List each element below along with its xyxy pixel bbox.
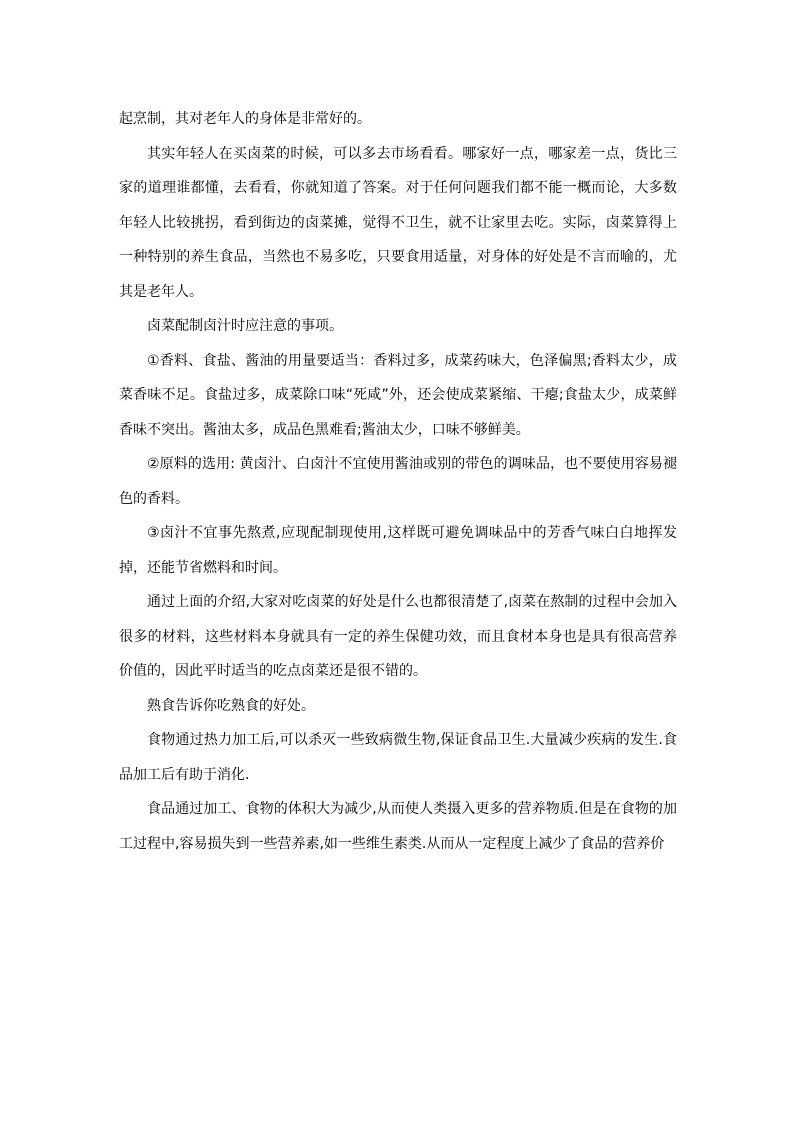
paragraph-3: 卤菜配制卤汁时应注意的事项。	[147, 318, 343, 334]
paragraph-8: 熟食告诉你吃熟食的好处。	[147, 697, 315, 714]
document-body	[119, 102, 677, 861]
paragraph-10: 食品通过加工、食物的体积大为减少,从而使人类摄入更多的营养物质.但是在食物的加工过程中,容易损失到一些营养素,如一些维生素类.从而从一定程度上减少了食品的营养价	[119, 801, 677, 852]
paragraph-9: 食物通过热力加工后,可以杀灭一些致病微生物,保证食品卫生.大量减少疾病的发生.食品加工后有助于消化.	[119, 732, 677, 783]
paragraph-2: 其实年轻人在买卤菜的时候，可以多去市场看看。哪家好一点，哪家差一点，货比三家的道理谁都懂，去看看，你就知道了答案。对于任何问题我们都不能一概而论，大多数年轻人比较挑拐，看到街边的卤菜摊，觉得不卫生，就不让家里去吃。实际，卤菜算得上一种特别的养生食品，当然也不易多吃，只要食用适量，对身体的好处是不言而喻的，尤其是老年人。	[119, 145, 677, 300]
paragraph-7: 通过上面的介绍,大家对吃卤菜的好处是什么也都很清楚了,卤菜在熬制的过程中会加入很多的材料，这些材料本身就具有一定的养生保健功效，而且食材本身也是具有很高营养价值的，因此平时适当的吃点卤菜还是很不错的。	[119, 594, 677, 679]
paragraph-4: ①香料、食盐、酱油的用量要适当：香料过多，成菜药味大，色泽偏黑;香料太少，成菜香味不足。食盐过多，成菜除口味“死咸”外，还会使成菜紧缩、干瘪;食盐太少，成菜鲜香味不突出。酱油太多，成品色黑难看;酱油太少，口味不够鲜美。	[119, 352, 677, 438]
paragraph-5: ②原料的选用: 黄卤汁、白卤汁不宜使用酱油或别的带色的调味品，也不要使用容易褪色的香料。	[119, 456, 677, 507]
paragraph-1: 起烹制，其对老年人的身体是非常好的。	[119, 111, 371, 127]
paragraph-6: ③卤汁不宜事先熬煮,应现配制现使用,这样既可避免调味品中的芳香气味白白地挥发掉，还能节省燃料和时间。	[119, 525, 677, 576]
